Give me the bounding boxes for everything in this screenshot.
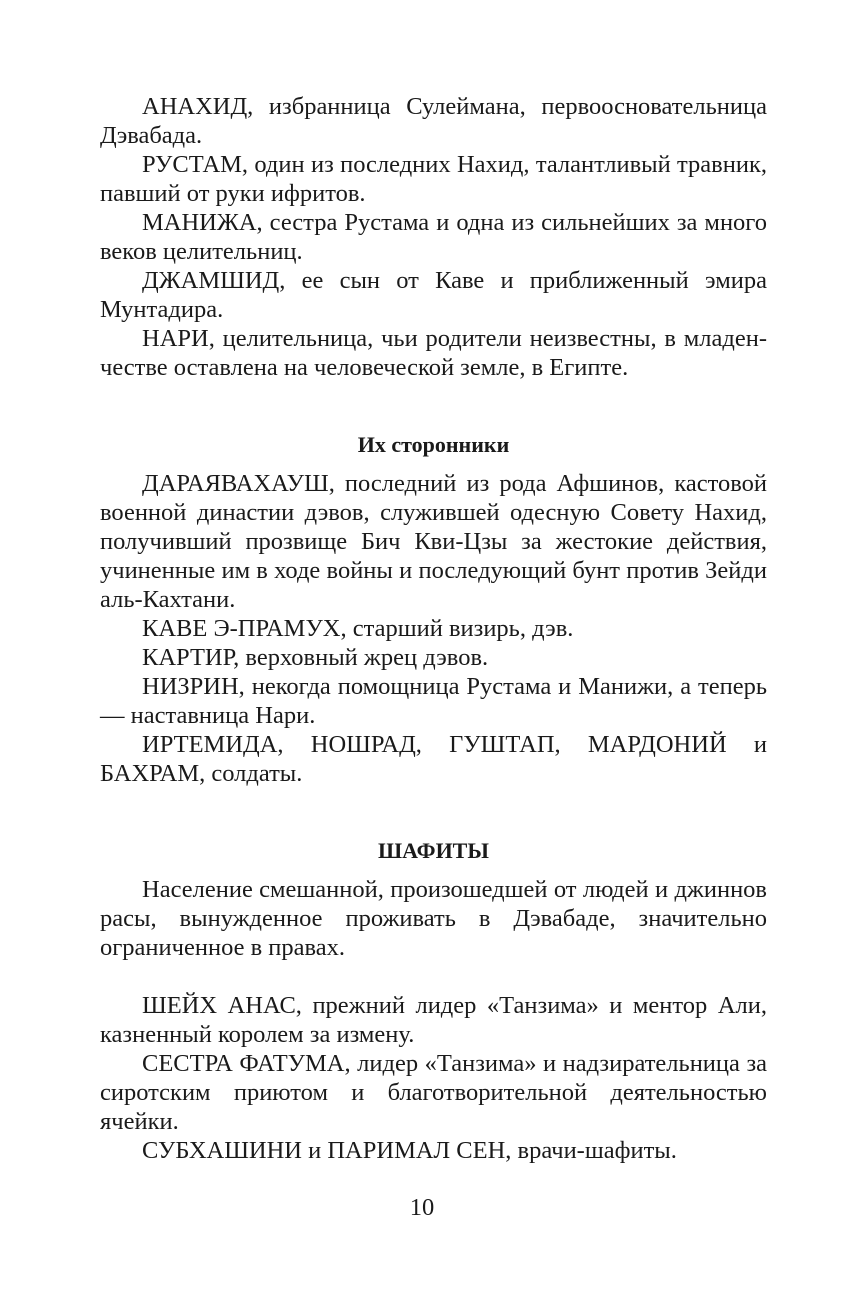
entry-sen-doctors: СУБХАШИНИ и ПАРИМАЛ СЕН, врачи-шафиты. <box>142 1137 677 1164</box>
supporter-entries <box>100 469 767 788</box>
section-title-supporters: Их сторонники <box>357 432 510 457</box>
page-body <box>100 92 767 1165</box>
entry-manizha: МАНИЖА, сестра Рустама и одна из сильнейших за много веков целительниц. <box>100 209 767 265</box>
section-gap <box>100 382 767 430</box>
entry-rustam: РУСТАМ, один из последних Нахид, талантливый травник, павший от руки ифритов. <box>100 151 767 207</box>
shafit-intro: Население смешанной, произошедшей от людей и джиннов расы, вынужденное проживать в Дэвабаде, значительно ограниченное в правах. <box>100 876 767 961</box>
entry-sheikh-anas: ШЕЙХ АНАС, прежний лидер «Танзима» и ментор Али, казненный королем за измену. <box>100 992 767 1048</box>
entry-jamshid: ДЖАМШИД, ее сын от Каве и приближенный эмира Мунтадира. <box>100 267 767 323</box>
title-gap <box>100 865 767 875</box>
entry-kave: КАВЕ Э-ПРАМУХ, старший визирь, дэв. <box>142 615 574 642</box>
entry-anahid: АНАХИД, избранница Сулеймана, первоосновательница Дэвабада. <box>100 93 767 149</box>
shafit-entries <box>100 991 767 1165</box>
title-gap <box>100 459 767 469</box>
entry-nari: НАРИ, целительница, чьи родители неизвестны, в младенчестве оставлена на человеческой земле, в Египте. <box>100 325 767 381</box>
entry-soldiers: ИРТЕМИДА, НОШРАД, ГУШТАП, МАРДОНИЙ и БАХРАМ, солдаты. <box>100 731 767 787</box>
section-gap <box>100 788 767 836</box>
section-title-shafit: ШАФИТЫ <box>378 838 489 863</box>
entry-sister-fatumai: СЕСТРА ФАТУМА, лидер «Танзима» и надзирательница за сиротским приютом и благотворительной деятельностью ячейки. <box>100 1050 767 1135</box>
entry-kartir: КАРТИР, верховный жрец дэвов. <box>142 644 489 671</box>
nahid-entries <box>100 92 767 382</box>
entry-nisreen: НИЗРИН, некогда помощница Рустама и Манижи, а теперь — наставница Нари. <box>100 673 767 729</box>
entry-darayavahaush: ДАРАЯВАХАУШ, последний из рода Афшинов, кастовой военной династии дэвов, служившей одесную Совету Нахид, получивший прозвище Бич Кви-Цзы за жестокие действия, учиненные им в ходе войны и последующий бунт против Зейди аль-Кахтани. <box>100 470 767 613</box>
page-number: 10 <box>409 1194 435 1221</box>
paragraph-gap <box>100 962 767 991</box>
